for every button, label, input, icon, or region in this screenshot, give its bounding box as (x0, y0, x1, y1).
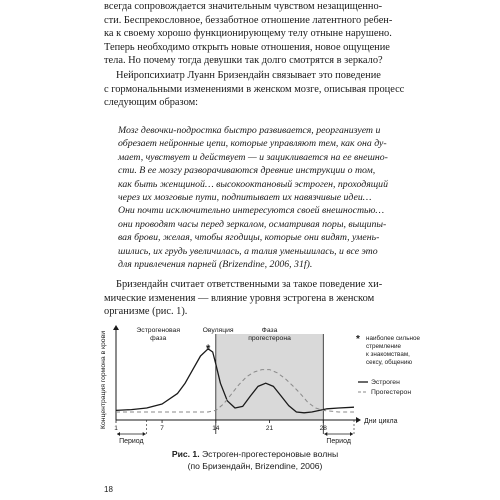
block-quote (118, 124, 398, 271)
marker-note-line: наиболее сильное (366, 335, 420, 342)
period-arrow-head (350, 432, 353, 436)
phase-label-progesterone: Фаза (261, 327, 278, 334)
caption-source: (по Бризендайн, Brizendine, 2006) (187, 461, 323, 471)
y-axis-arrow (113, 325, 119, 330)
quote-line: Мозг девочки-подростка быстро развивается, реорганизует и (118, 125, 381, 136)
body_top-line: тела. Но почему тогда девушки так долго смотрятся в зеркало? (104, 55, 383, 67)
phase-label-ovulation: Овуляция (202, 327, 234, 334)
x-tick-label: 1 (114, 425, 118, 432)
body_bottom-line: Бризендайн считает ответственными за такое поведение хи- (116, 279, 383, 290)
x-tick-label: 7 (160, 425, 164, 432)
y-axis-label: Концентрация гормона в крови (100, 331, 107, 429)
quote-line: шились, их грудь увеличилась, а талия уменьшилась, и все это (118, 245, 378, 257)
caption-label: Рис. 1. (171, 449, 200, 459)
body_mid-line: с гормональными изменениями в женском мозге, описывая процесс (104, 83, 405, 95)
marker-note-line: стремление (366, 343, 402, 350)
marker-note-line: сексу, общению (366, 359, 413, 366)
x-axis-arrow (356, 417, 361, 423)
quote-line: обрезает нейронные цепи, которые управляют тем, как она ду- (118, 138, 387, 150)
legend-progesterone-label: Прогестерон (371, 389, 412, 396)
body_mid-line: Нейропсихиатр Луанн Бризендайн связывает это поведение (116, 70, 381, 81)
paragraph-top (104, 0, 406, 68)
quote-line: вая брови, желая, чтобы ягодицы, которые они видят, умень- (118, 232, 380, 244)
quote-line: мает, чувствует и действует — и зацикливается на ее внешно- (118, 151, 388, 163)
x-tick-label: 14 (212, 425, 220, 432)
body_top-line: всегда сопровождается значительным чувством незащищенно- (104, 1, 383, 12)
phase-label-progesterone-2: прогестерона (248, 335, 291, 342)
page-number: 18 (104, 485, 113, 494)
paragraph-bottom (104, 278, 406, 319)
marker-note-line: к знакомствам, (366, 351, 410, 358)
body_mid-line: следующим образом: (104, 97, 199, 109)
quote-line: через их мозговые пути, подпитывает их навязчивые идеи… (118, 192, 372, 204)
period-arrow-head (117, 432, 120, 436)
period-label: Период (119, 438, 144, 445)
period-arrow-head (324, 432, 327, 436)
note-marker: * (356, 334, 360, 345)
body_top-line: сти. Беспрекословное, беззаботное отношение латентного ребен- (104, 14, 393, 26)
quote-line: как быть женщиной… высокооктановый эстроген, проходящий (118, 178, 388, 190)
phase-label-estrogen: Эстрогеновая (136, 327, 181, 334)
body_top-line: ка к своему хорошо функционирующему телу отныне нарушено. (104, 28, 392, 40)
x-axis-label: Дни цикла (364, 418, 398, 425)
period-arrow-head (143, 432, 146, 436)
quote-line: Они почти исключительно интересуются своей внешностью… (118, 205, 385, 217)
progesterone-phase-shading (216, 334, 323, 420)
body_bottom-line: мические изменения — влияние уровня эстрогена в женском (104, 292, 375, 304)
paragraph-mid (104, 69, 406, 110)
body_top-line: Теперь необходимо открыть новые отношения, новое ощущение (104, 41, 390, 53)
legend-estrogen-label: Эстроген (371, 379, 400, 386)
figure-caption (104, 448, 406, 472)
body_bottom-line: организме (рис. 1). (104, 306, 188, 318)
x-tick-label: 21 (265, 425, 274, 432)
caption-text: Эстроген-прогестероновые волны (199, 449, 339, 459)
quote-line: они проводят часы перед зеркалом, осматривая поры, выщипы- (118, 218, 387, 230)
period-label: Период (326, 438, 351, 445)
quote-line: для привлечения парней (Brizendine, 2006, 31f). (118, 259, 313, 271)
x-tick-label: 28 (319, 425, 327, 432)
hormone-chart-figure (96, 324, 420, 464)
peak-marker: * (205, 342, 211, 355)
quote-line: сти. В ее мозгу разворачиваются древние инструкции о том, (118, 165, 376, 177)
phase-label-estrogen-2: фаза (150, 335, 167, 342)
hormone-chart (96, 324, 420, 464)
